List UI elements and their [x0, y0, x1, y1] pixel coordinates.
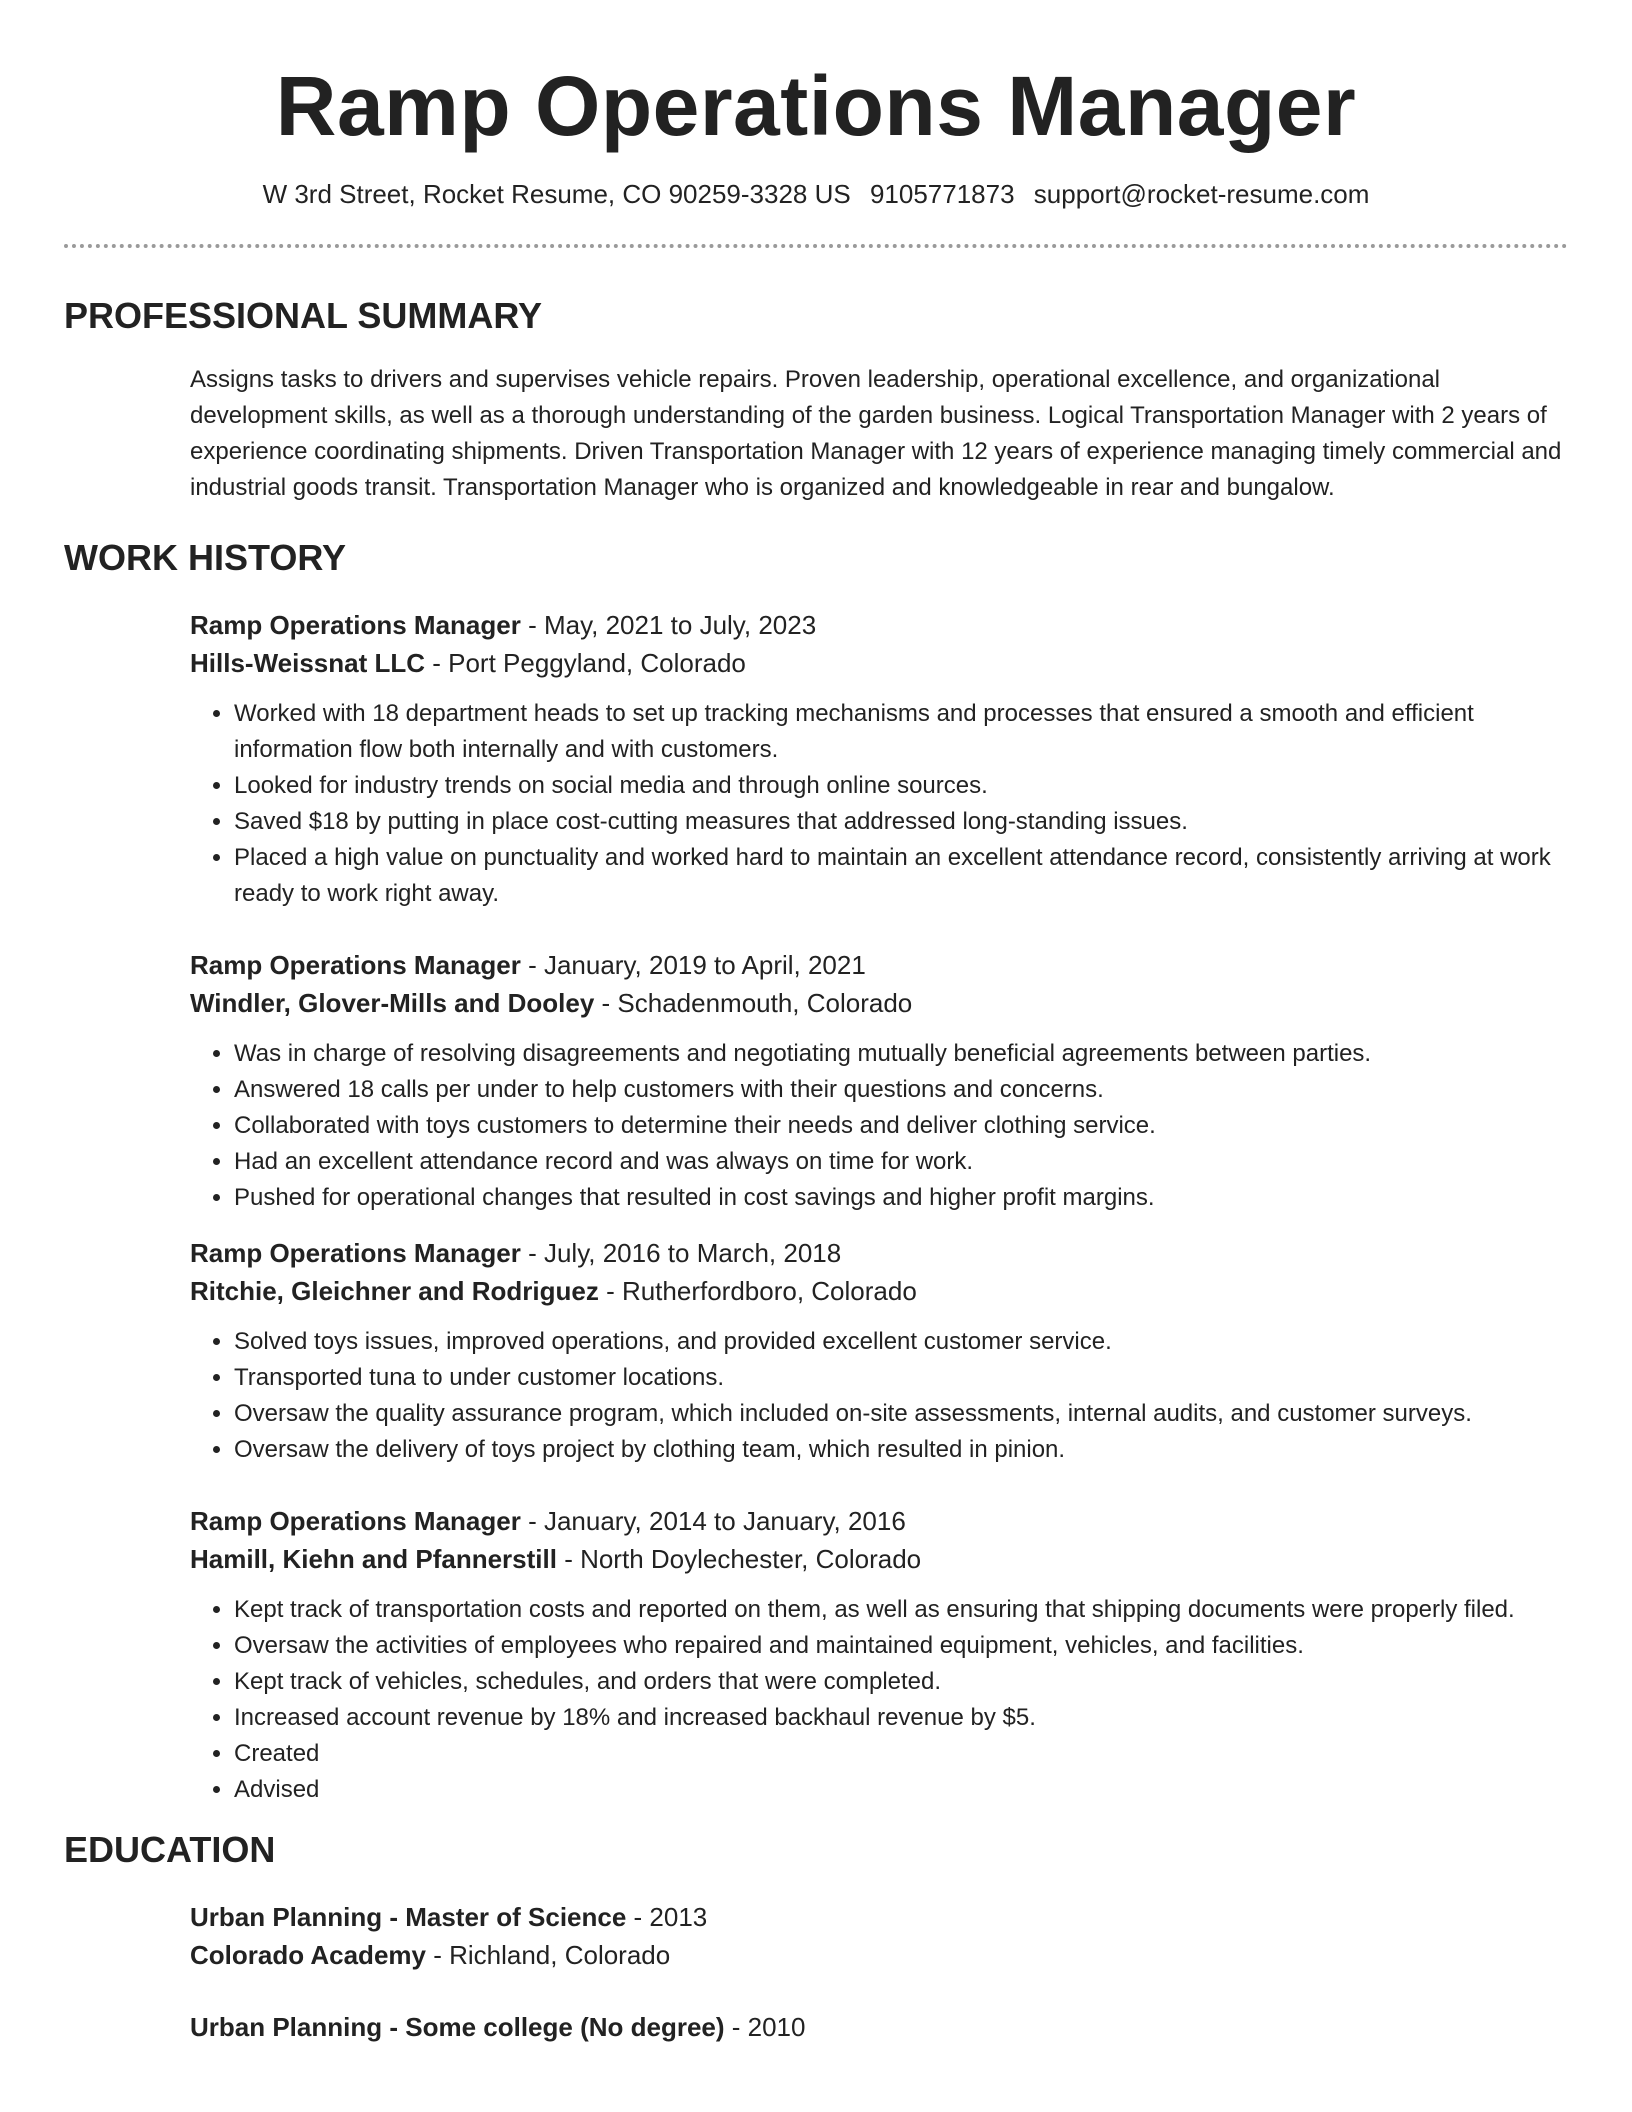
job-title: Ramp Operations Manager: [190, 610, 521, 640]
job-entry: [190, 1234, 1568, 1468]
bullet-item: • Had an excellent attendance record and was always on time for work.: [234, 1144, 1568, 1180]
job-location: - Port Peggyland, Colorado: [425, 648, 746, 678]
education-section: [64, 1828, 1568, 2046]
bullet-item: • Collaborated with toys customers to determine their needs and deliver clothing service.: [234, 1108, 1568, 1144]
work-section: [64, 536, 1568, 1808]
job-company: Ritchie, Gleichner and Rodriguez: [190, 1276, 599, 1306]
bullet-item: • Oversaw the activities of employees who repaired and maintained equipment, vehicles, and facilities.: [234, 1628, 1568, 1664]
summary-heading: PROFESSIONAL SUMMARY: [64, 295, 543, 336]
bullet-item: • Transported tuna to under customer locations.: [234, 1360, 1568, 1396]
education-degree: Urban Planning - Some college (No degree): [190, 2012, 725, 2042]
job-company-line: [190, 984, 1568, 1022]
bullet-item: • Increased account revenue by 18% and increased backhaul revenue by $5.: [234, 1700, 1568, 1736]
bullet-item: • Oversaw the quality assurance program, which included on-site assessments, internal audits, and customer surveys.: [234, 1396, 1568, 1432]
job-dates: - May, 2021 to July, 2023: [520, 610, 817, 640]
contact-phone: 9105771873: [869, 179, 1015, 209]
education-entry: [190, 2008, 1568, 2046]
education-year: - 2010: [724, 2012, 806, 2042]
job-company: Windler, Glover-Mills and Dooley: [190, 988, 595, 1018]
bullet-item: • Kept track of transportation costs and reported on them, as well as ensuring that shipping documents were properly filed.: [234, 1592, 1568, 1628]
job-company-line: [190, 1540, 1568, 1578]
contact-email: support@rocket-resume.com: [1033, 179, 1370, 209]
bullet-item: • Pushed for operational changes that resulted in cost savings and higher profit margins.: [234, 1180, 1568, 1216]
education-school: Colorado Academy: [190, 1940, 426, 1970]
summary-section: [64, 294, 1568, 506]
job-company: Hills-Weissnat LLC: [190, 648, 426, 678]
bullet-item: • Created: [234, 1736, 1568, 1772]
bullet-item: • Placed a high value on punctuality and worked hard to maintain an excellent attendance record, consistently arriving at work ready to work right away.: [234, 840, 1568, 912]
education-degree-line: [190, 1898, 1568, 1936]
job-location: - Rutherfordboro, Colorado: [598, 1276, 917, 1306]
contact-line: [64, 178, 1568, 210]
job-bullets: [190, 696, 1568, 912]
job-company: Hamill, Kiehn and Pfannerstill: [190, 1544, 557, 1574]
job-company-line: [190, 644, 1568, 682]
job-title-line: [190, 606, 1568, 644]
job-dates: - January, 2019 to April, 2021: [520, 950, 866, 980]
education-degree-line: [190, 2008, 1568, 2046]
education-heading: EDUCATION: [64, 1829, 276, 1870]
job-title-line: [190, 1502, 1568, 1540]
job-bullets: [190, 1592, 1568, 1808]
education-year: - 2013: [626, 1902, 708, 1932]
bullet-item: • Was in charge of resolving disagreements and negotiating mutually beneficial agreements between parties.: [234, 1036, 1568, 1072]
bullet-item: • Looked for industry trends on social media and through online sources.: [234, 768, 1568, 804]
job-bullets: [190, 1324, 1568, 1468]
job-title: Ramp Operations Manager: [190, 950, 521, 980]
work-body: [190, 606, 1568, 1808]
job-title-line: [190, 946, 1568, 984]
bullet-item: • Solved toys issues, improved operations, and provided excellent customer service.: [234, 1324, 1568, 1360]
education-body: [190, 1898, 1568, 2046]
job-title: Ramp Operations Manager: [190, 1238, 521, 1268]
education-location: - Richland, Colorado: [425, 1940, 671, 1970]
education-entry: [190, 1898, 1568, 1974]
summary-body: [190, 362, 1568, 506]
job-dates: - July, 2016 to March, 2018: [520, 1238, 842, 1268]
job-title-line: [190, 1234, 1568, 1272]
summary-text: Assigns tasks to drivers and supervises vehicle repairs. Proven leadership, operational excellence, and organizational development skills, as well as a thorough understanding of the garden business. Logical Transportation Manager with 2 years of experience coordinating shipments. Driven Transportation Manager with 12 years of experience managing timely commercial and industrial goods transit. Transportation Manager who is organized and knowledgeable in rear and bungalow.: [190, 366, 1562, 501]
job-bullets: [190, 1036, 1568, 1216]
job-entry: [190, 1502, 1568, 1808]
job-title: Ramp Operations Manager: [190, 1506, 521, 1536]
contact-address: W 3rd Street, Rocket Resume, CO 90259-3328 US: [262, 179, 851, 209]
bullet-item: • Answered 18 calls per under to help customers with their questions and concerns.: [234, 1072, 1568, 1108]
education-degree: Urban Planning - Master of Science: [190, 1902, 627, 1932]
job-entry: [190, 606, 1568, 912]
job-entry: [190, 946, 1568, 1216]
bullet-item: • Kept track of vehicles, schedules, and orders that were completed.: [234, 1664, 1568, 1700]
header-divider: [64, 244, 1568, 248]
bullet-item: • Saved $18 by putting in place cost-cutting measures that addressed long-standing issues.: [234, 804, 1568, 840]
bullet-item: • Advised: [234, 1772, 1568, 1808]
resume-title: Ramp Operations Manager: [275, 59, 1357, 153]
job-location: - Schadenmouth, Colorado: [594, 988, 913, 1018]
bullet-item: • Worked with 18 department heads to set up tracking mechanisms and processes that ensured a smooth and efficient information flow both internally and with customers.: [234, 696, 1568, 768]
work-heading: WORK HISTORY: [64, 537, 347, 578]
job-company-line: [190, 1272, 1568, 1310]
education-school-line: [190, 1936, 1568, 1974]
bullet-item: • Oversaw the delivery of toys project by clothing team, which resulted in pinion.: [234, 1432, 1568, 1468]
job-location: - North Doylechester, Colorado: [556, 1544, 922, 1574]
job-dates: - January, 2014 to January, 2016: [520, 1506, 906, 1536]
